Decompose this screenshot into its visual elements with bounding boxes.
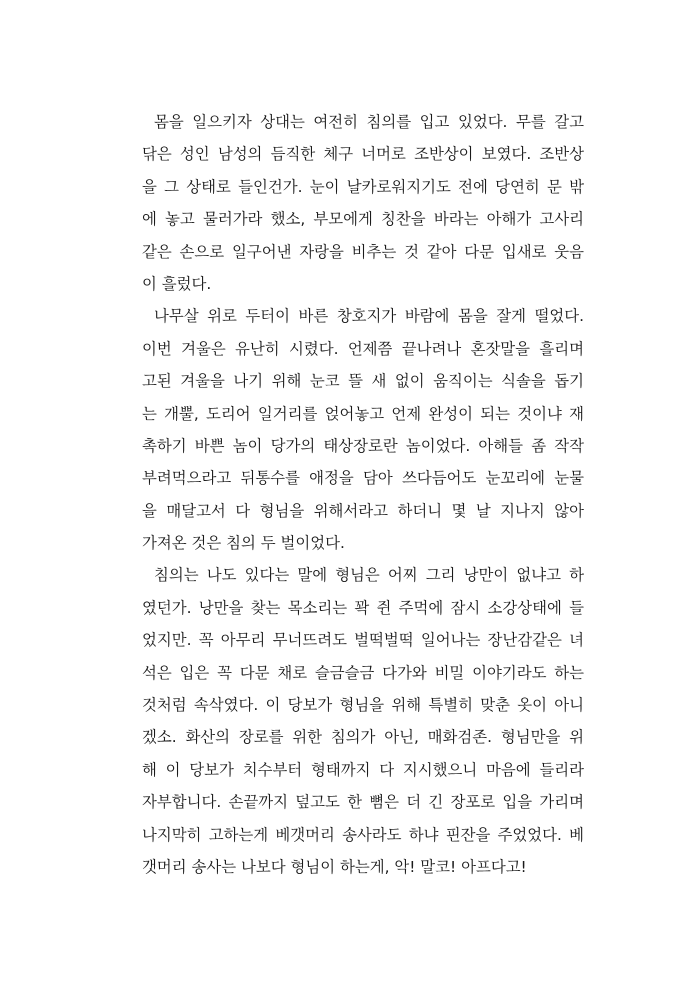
text-line: 는 개뿔, 도리어 일거리를 얹어놓고 언제 완성이 되는 것이냐 재 — [142, 404, 584, 423]
text-line: 에 놓고 물러가라 했소, 부모에게 칭찬을 바라는 아해가 고사리 — [142, 210, 584, 229]
paragraph-2 — [142, 300, 584, 559]
text-line: 었지만. 꼭 아무리 무너뜨려도 벌떡벌떡 일어나는 장난감같은 녀 — [142, 631, 584, 650]
text-line: 가져온 것은 침의 두 벌이었다. — [142, 534, 345, 553]
text-line: 겠소. 화산의 장로를 위한 침의가 아닌, 매화검존. 형님만을 위 — [142, 728, 584, 747]
text-line: 석은 입은 꼭 다문 채로 슬금슬금 다가와 비밀 이야기라도 하는 — [142, 663, 584, 682]
text-line: 부려먹으라고 뒤통수를 애정을 담아 쓰다듬어도 눈꼬리에 눈물 — [142, 469, 584, 488]
text-line: 이번 겨울은 유난히 시렸다. 언제쯤 끝나려나 혼잣말을 흘리며 — [142, 339, 584, 358]
text-line: 을 그 상태로 들인건가. 눈이 날카로워지기도 전에 당연히 문 밖 — [142, 177, 584, 196]
document-body — [142, 106, 584, 883]
text-line: 것처럼 속삭였다. 이 당보가 형님을 위해 특별히 맞춘 옷이 아니 — [142, 696, 584, 715]
text-line: 을 매달고서 다 형님을 위해서라고 하더니 몇 날 지나지 않아 — [142, 501, 584, 520]
text-line: 자부합니다. 손끝까지 덮고도 한 뼘은 더 긴 장포로 입을 가리며 — [142, 793, 584, 812]
text-line: 촉하기 바쁜 놈이 당가의 태상장로란 놈이었다. 아해들 좀 작작 — [142, 436, 584, 455]
text-line: 닦은 성인 남성의 듬직한 체구 너머로 조반상이 보였다. 조반상 — [142, 145, 584, 164]
text-line: 해 이 당보가 치수부터 형태까지 다 지시했으니 마음에 들리라 — [142, 760, 584, 779]
paragraph-3 — [142, 559, 584, 883]
text-line: 나지막히 고하는게 베갯머리 송사라도 하냐 핀잔을 주었었다. 베 — [142, 825, 584, 844]
text-line: 같은 손으로 일구어낸 자랑을 비추는 것 같아 다문 입새로 웃음 — [142, 242, 584, 261]
text-line: 고된 겨울을 나기 위해 눈코 뜰 새 없이 움직이는 식솔을 돕기 — [142, 372, 584, 391]
text-line: 였던가. 낭만을 찾는 목소리는 꽉 쥔 주먹에 잠시 소강상태에 들 — [142, 598, 584, 617]
text-line: 나무살 위로 두터이 바른 창호지가 바람에 몸을 잘게 떨었다. — [154, 307, 584, 326]
text-line: 몸을 일으키자 상대는 여전히 침의를 입고 있었다. 무를 갈고 — [154, 113, 584, 131]
text-line: 갯머리 송사는 나보다 형님이 하는게, 악! 말코! 아프다고! — [142, 857, 527, 876]
text-line: 침의는 나도 있다는 말에 형님은 어찌 그리 낭만이 없냐고 하 — [154, 566, 584, 585]
text-line: 이 흘렀다. — [142, 274, 212, 293]
paragraph-1 — [142, 106, 584, 300]
